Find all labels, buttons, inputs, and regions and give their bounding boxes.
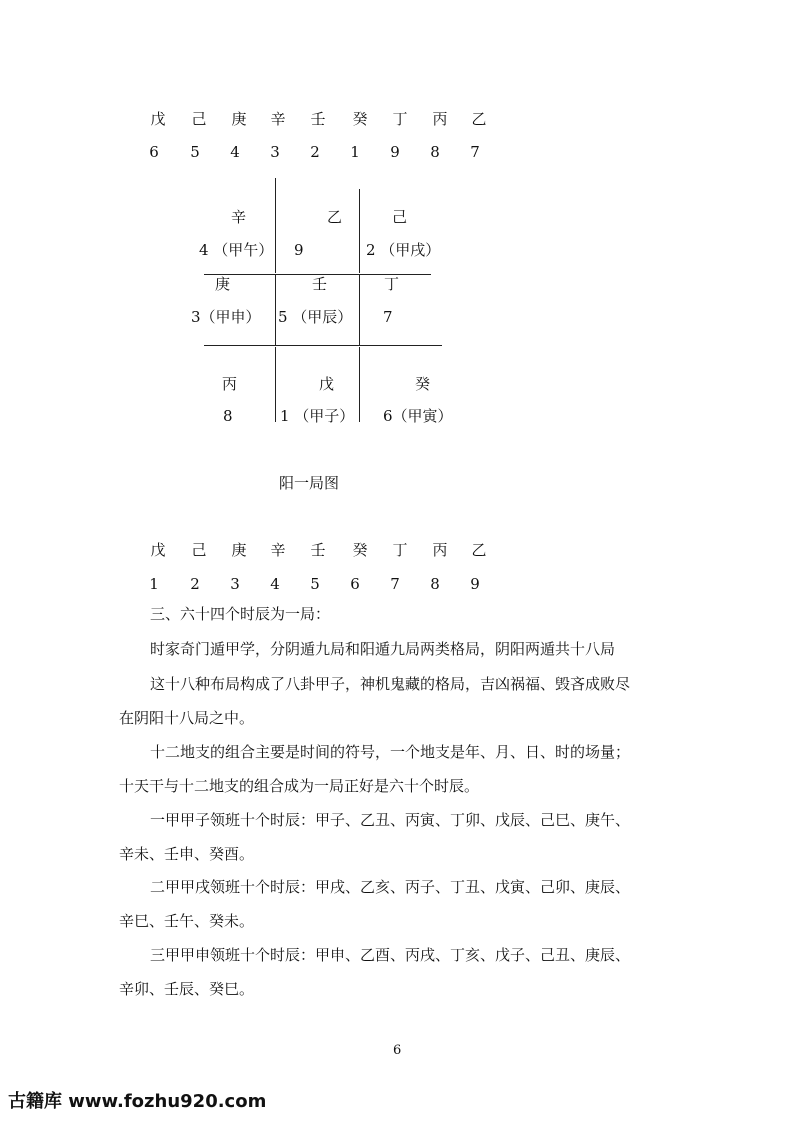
stem: 丁: [392, 110, 408, 128]
stem: 壬: [310, 110, 326, 128]
number-row-2: [0, 572, 793, 596]
stem: 戊: [150, 110, 166, 128]
stem-row-2: [0, 538, 793, 562]
number: 2: [310, 143, 320, 161]
number: 4: [270, 575, 280, 593]
paragraph: 时家奇门遁甲学，分阴遁九局和阳遁九局两类格局，阴阳两遁共十八局: [150, 640, 616, 658]
paragraph: 在阴阳十八局之中。: [119, 709, 255, 727]
number: 6: [149, 143, 159, 161]
paragraph: 十天干与十二地支的组合成为一局正好是六十个时辰。: [119, 777, 480, 795]
palace-number: 1 （甲子）: [280, 407, 355, 425]
stem: 辛: [270, 110, 286, 128]
paragraph: 这十八种布局构成了八卦甲子，神机鬼藏的格局，吉凶祸福、毁吝成败尽: [150, 675, 631, 693]
palace-stem: 辛: [231, 208, 247, 226]
paragraph: 辛未、壬申、癸酉。: [119, 845, 255, 863]
stem: 丙: [432, 110, 448, 128]
number: 8: [430, 143, 440, 161]
grid-line: [204, 345, 442, 346]
palace-stem: 壬: [312, 275, 328, 293]
paragraph: 辛巳、壬午、癸未。: [119, 912, 255, 930]
number: 5: [310, 575, 320, 593]
stem: 壬: [310, 541, 326, 559]
grid-line: [275, 275, 276, 345]
paragraph: 十二地支的组合主要是时间的符号，一个地支是年、月、日、时的场量；: [150, 743, 631, 761]
number: 7: [390, 575, 400, 593]
palace-stem: 庚: [215, 275, 231, 293]
stem: 庚: [231, 541, 247, 559]
palace-number: 7: [383, 308, 393, 326]
palace-stem: 戊: [319, 375, 335, 393]
number: 3: [270, 143, 280, 161]
palace-number: 8: [223, 407, 233, 425]
palace-stem: 丁: [384, 275, 400, 293]
number: 9: [390, 143, 400, 161]
stem: 庚: [231, 110, 247, 128]
stem: 己: [191, 110, 207, 128]
grid-line: [275, 178, 276, 273]
grid-line: [275, 347, 276, 422]
palace-number: 4 （甲午）: [199, 241, 274, 259]
stem: 乙: [471, 110, 487, 128]
section-heading: 三、六十四个时辰为一局：: [150, 605, 331, 623]
palace-number: 2 （甲戌）: [366, 241, 441, 259]
paragraph: 辛卯、壬辰、癸巳。: [119, 980, 255, 998]
number: 7: [470, 143, 480, 161]
stem: 丙: [432, 541, 448, 559]
paragraph: 二甲甲戌领班十个时辰：甲戌、乙亥、丙子、丁丑、戊寅、己卯、庚辰、: [150, 878, 631, 896]
number: 8: [430, 575, 440, 593]
palace-stem: 癸: [415, 375, 431, 393]
stem: 己: [191, 541, 207, 559]
number: 5: [190, 143, 200, 161]
stem: 丁: [392, 541, 408, 559]
number-row-1: [0, 140, 793, 164]
palace-number: 9: [294, 241, 304, 259]
stem-row-1: [0, 107, 793, 131]
palace-stem: 乙: [327, 208, 343, 226]
stem: 癸: [352, 541, 368, 559]
paragraph: 一甲甲子领班十个时辰：甲子、乙丑、丙寅、丁卯、戊辰、己巳、庚午、: [150, 811, 631, 829]
stem: 戊: [150, 541, 166, 559]
palace-stem: 丙: [222, 375, 238, 393]
number: 1: [149, 575, 159, 593]
palace-stem: 己: [392, 208, 408, 226]
number: 6: [350, 575, 360, 593]
number: 3: [230, 575, 240, 593]
number: 2: [190, 575, 200, 593]
diagram-title: 阳一局图: [279, 474, 340, 492]
grid-line: [359, 275, 360, 345]
palace-number: 5 （甲辰）: [278, 308, 353, 326]
paragraph: 三甲甲申领班十个时辰：甲申、乙酉、丙戌、丁亥、戊子、己丑、庚辰、: [150, 946, 631, 964]
watermark-footer: 古籍库 www.fozhu920.com: [8, 1091, 267, 1112]
number: 1: [350, 143, 360, 161]
page-number: 6: [393, 1043, 402, 1058]
palace-number: 6（甲寅）: [383, 407, 453, 425]
number: 9: [470, 575, 480, 593]
grid-line: [359, 189, 360, 273]
number: 4: [230, 143, 240, 161]
stem: 辛: [270, 541, 286, 559]
grid-line: [359, 347, 360, 422]
stem: 癸: [352, 110, 368, 128]
stem: 乙: [471, 541, 487, 559]
palace-number: 3（甲申）: [191, 308, 261, 326]
